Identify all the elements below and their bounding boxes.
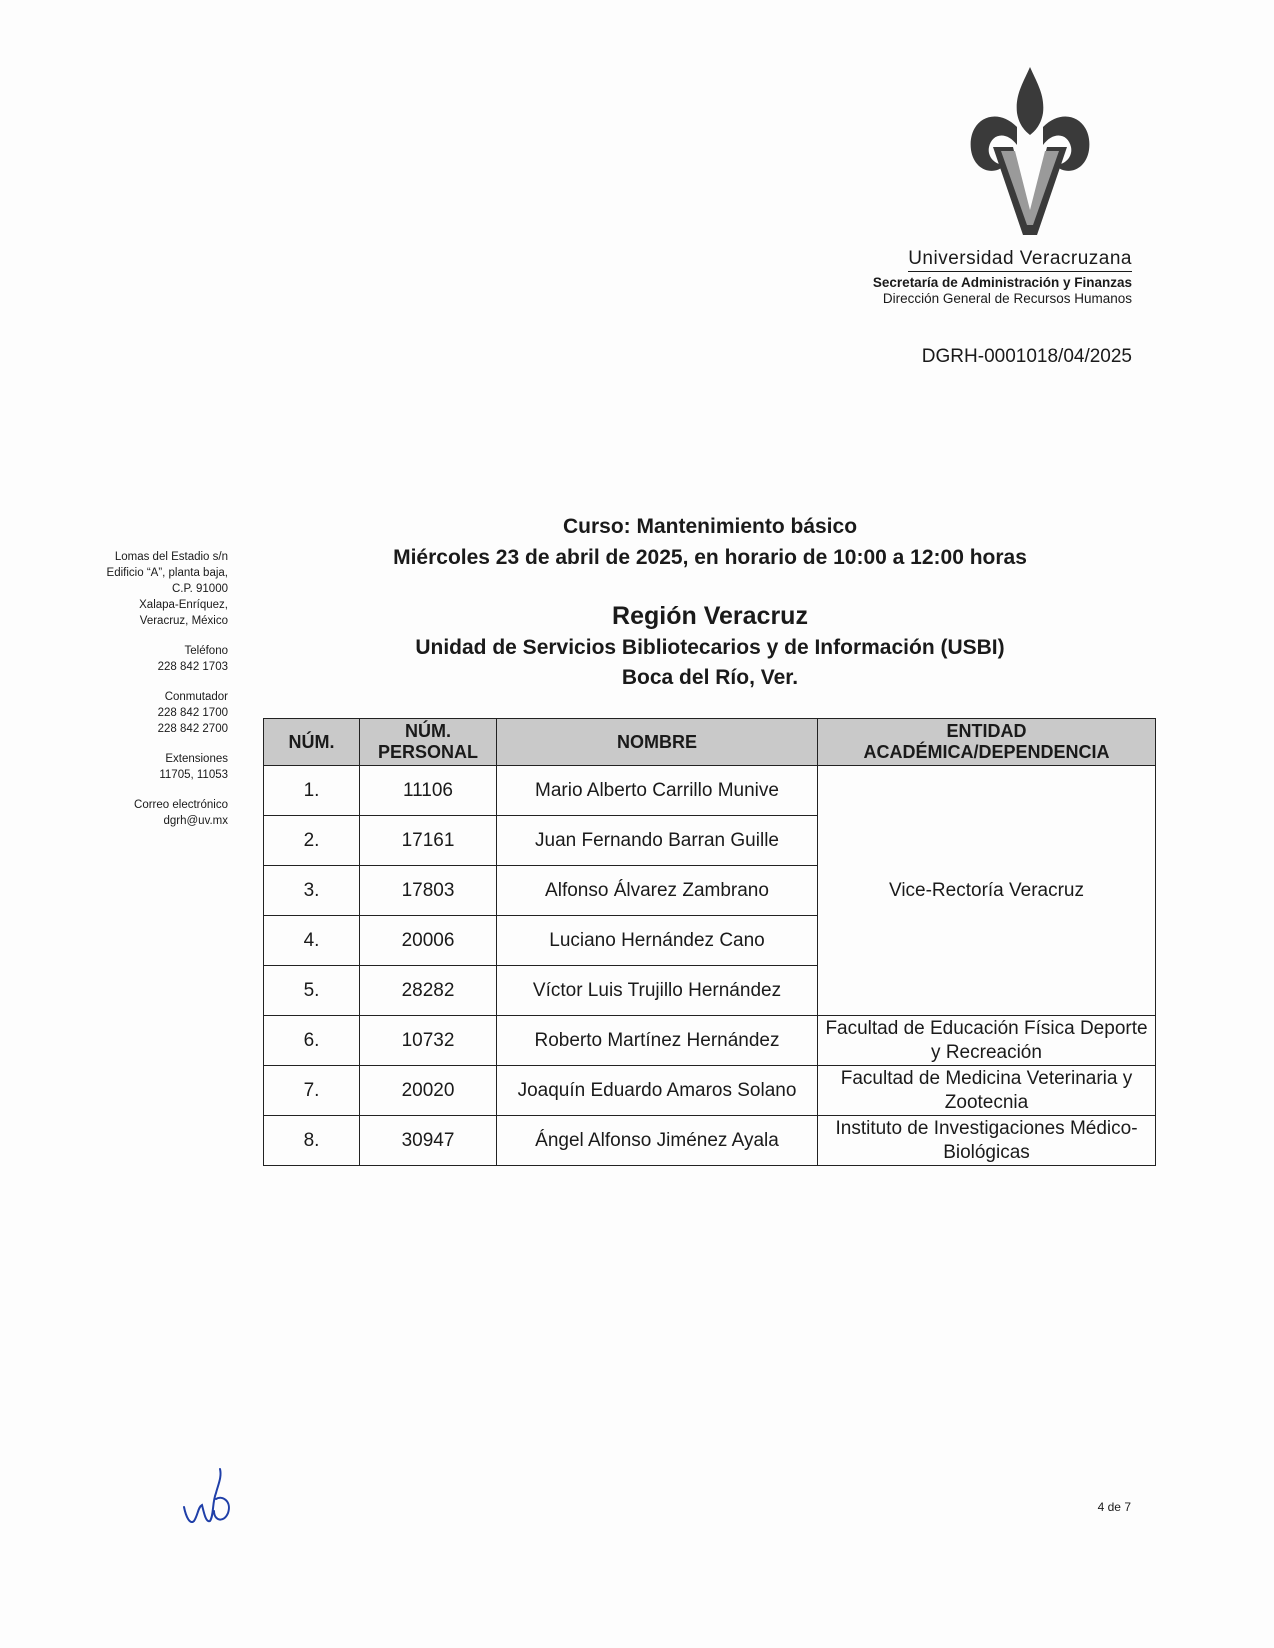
row-name: Mario Alberto Carrillo Munive <box>497 766 818 816</box>
course-date: Miércoles 23 de abril de 2025, en horario de 10:00 a 12:00 horas <box>393 546 1027 569</box>
row-name: Ángel Alfonso Jiménez Ayala <box>497 1116 818 1166</box>
address-line: Lomas del Estadio s/n <box>114 551 228 563</box>
extensions-block <box>28 751 228 783</box>
table-row <box>264 766 1156 816</box>
row-personal-num: 28282 <box>360 966 497 1016</box>
institution-header <box>873 248 1132 306</box>
address-line: Veracruz, México <box>139 615 228 627</box>
page-number: 4 de 7 <box>1097 1500 1131 1514</box>
city-title: Boca del Río, Ver. <box>621 666 799 689</box>
row-personal-num: 20006 <box>360 916 497 966</box>
course-title: Curso: Mantenimiento básico <box>562 515 858 538</box>
secretariat-name: Secretaría de Administración y Finanzas <box>872 275 1132 290</box>
row-personal-num: 20020 <box>360 1066 497 1116</box>
header-name: NOMBRE <box>497 719 818 766</box>
row-personal-num: 17803 <box>360 866 497 916</box>
address-line: Edificio “A”, planta baja, <box>106 567 228 579</box>
row-num: 3. <box>264 866 360 916</box>
table-row <box>264 1116 1156 1166</box>
email-label: Correo electrónico <box>134 799 228 811</box>
institution-name: Universidad Veracruzana <box>908 248 1132 272</box>
switchboard-block <box>28 689 228 737</box>
row-entity: Facultad de Educación Física Deporte y Recreación <box>818 1016 1156 1066</box>
email-block <box>28 797 228 829</box>
row-num: 2. <box>264 816 360 866</box>
participants-table <box>263 718 1156 1166</box>
document-reference: DGRH-0001018/04/2025 <box>921 346 1132 367</box>
row-num: 7. <box>264 1066 360 1116</box>
address-block <box>28 549 228 629</box>
row-entity: Instituto de Investigaciones Médico-Biológicas <box>818 1116 1156 1166</box>
address-line: C.P. 91000 <box>171 583 228 595</box>
unit-title: Unidad de Servicios Bibliotecarios y de Información (USBI) <box>415 636 1005 659</box>
row-personal-num: 11106 <box>360 766 497 816</box>
row-num: 6. <box>264 1016 360 1066</box>
contact-sidebar <box>28 549 228 843</box>
extensions-label: Extensiones <box>165 753 228 765</box>
directorate-name: Dirección General de Recursos Humanos <box>882 291 1132 306</box>
row-num: 5. <box>264 966 360 1016</box>
row-name: Juan Fernando Barran Guille <box>497 816 818 866</box>
table-row <box>264 1066 1156 1116</box>
row-name: Joaquín Eduardo Amaros Solano <box>497 1066 818 1116</box>
row-entity: Facultad de Medicina Veterinaria y Zootecnia <box>818 1066 1156 1116</box>
phone-label: Teléfono <box>184 645 228 657</box>
address-line: Xalapa-Enríquez, <box>139 599 228 611</box>
row-entity: Vice-Rectoría Veracruz <box>818 766 1156 1016</box>
row-personal-num: 10732 <box>360 1016 497 1066</box>
row-num: 8. <box>264 1116 360 1166</box>
phone-block <box>28 643 228 675</box>
row-name: Roberto Martínez Hernández <box>497 1016 818 1066</box>
phone-number: 228 842 1703 <box>157 661 228 673</box>
row-num: 4. <box>264 916 360 966</box>
row-personal-num: 17161 <box>360 816 497 866</box>
extensions-value: 11705, 11053 <box>159 769 228 781</box>
row-name: Luciano Hernández Cano <box>497 916 818 966</box>
region-title: Región Veracruz <box>612 602 808 630</box>
row-name: Víctor Luis Trujillo Hernández <box>497 966 818 1016</box>
handwritten-initials <box>176 1465 246 1535</box>
switchboard-number: 228 842 2700 <box>157 723 228 735</box>
table-row <box>264 1016 1156 1066</box>
row-personal-num: 30947 <box>360 1116 497 1166</box>
table-header-row <box>264 719 1156 766</box>
header-personal-num: NÚM. PERSONAL <box>360 719 497 766</box>
header-entity: ENTIDAD ACADÉMICA/DEPENDENCIA <box>818 719 1156 766</box>
university-logo <box>965 65 1095 245</box>
switchboard-number: 228 842 1700 <box>157 707 228 719</box>
switchboard-label: Conmutador <box>164 691 228 703</box>
row-name: Alfonso Álvarez Zambrano <box>497 866 818 916</box>
header-num: NÚM. <box>264 719 360 766</box>
email-address: dgrh@uv.mx <box>163 815 228 827</box>
row-num: 1. <box>264 766 360 816</box>
